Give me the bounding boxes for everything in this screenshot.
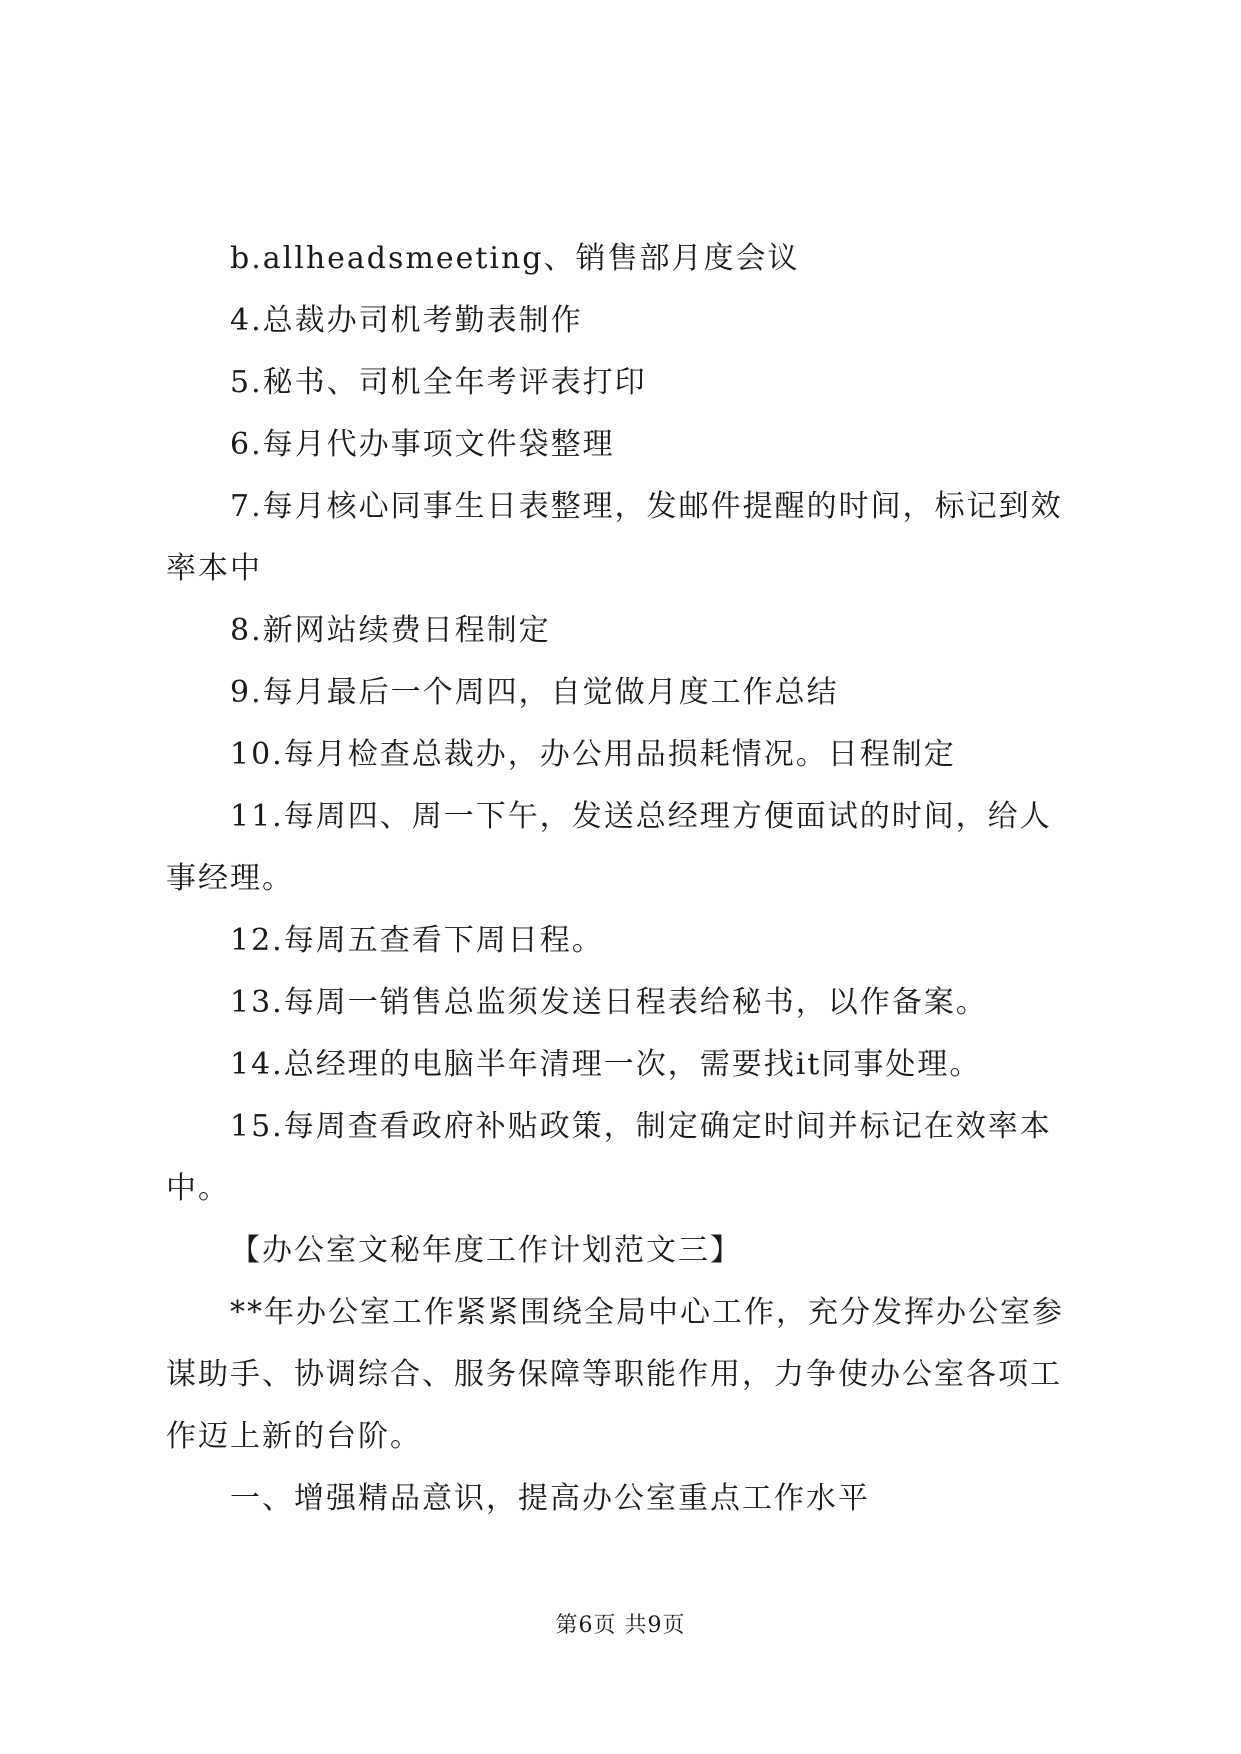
subsection-heading: 一、增强精品意识，提高办公室重点工作水平 [230, 1481, 870, 1516]
paragraph: 11.每周四、周一下午，发送总经理方便面试的时间，给人事经理。 [166, 799, 1052, 896]
paragraph: **年办公室工作紧紧围绕全局中心工作，充分发挥办公室参谋助手、协调综合、服务保障等职能作用，力争使办公室各项工作迈上新的台阶。 [166, 1295, 1064, 1454]
paragraph: 10.每月检查总裁办，办公用品损耗情况。日程制定 [230, 737, 956, 772]
paragraph: b.allheadsmeeting、销售部月度会议 [230, 241, 800, 276]
paragraph: 9.每月最后一个周四，自觉做月度工作总结 [230, 675, 839, 710]
paragraph: 4.总裁办司机考勤表制作 [230, 303, 583, 338]
page-footer: 第6页 共9页 [555, 1613, 686, 1638]
paragraph: 15.每周查看政府补贴政策，制定确定时间并标记在效率本中。 [166, 1109, 1052, 1206]
section-heading: 【办公室文秘年度工作计划范文三】 [230, 1233, 742, 1268]
paragraph: 14.总经理的电脑半年清理一次，需要找it同事处理。 [230, 1047, 982, 1082]
paragraph: 8.新网站续费日程制定 [230, 613, 551, 648]
paragraph: 7.每月核心同事生日表整理，发邮件提醒的时间，标记到效率本中 [166, 489, 1063, 586]
paragraph: 6.每月代办事项文件袋整理 [230, 427, 615, 462]
paragraph: 5.秘书、司机全年考评表打印 [230, 365, 647, 400]
paragraph: 13.每周一销售总监须发送日程表给秘书，以作备案。 [230, 985, 988, 1020]
document-body [166, 228, 1082, 1530]
paragraph: 12.每周五查看下周日程。 [230, 923, 604, 958]
